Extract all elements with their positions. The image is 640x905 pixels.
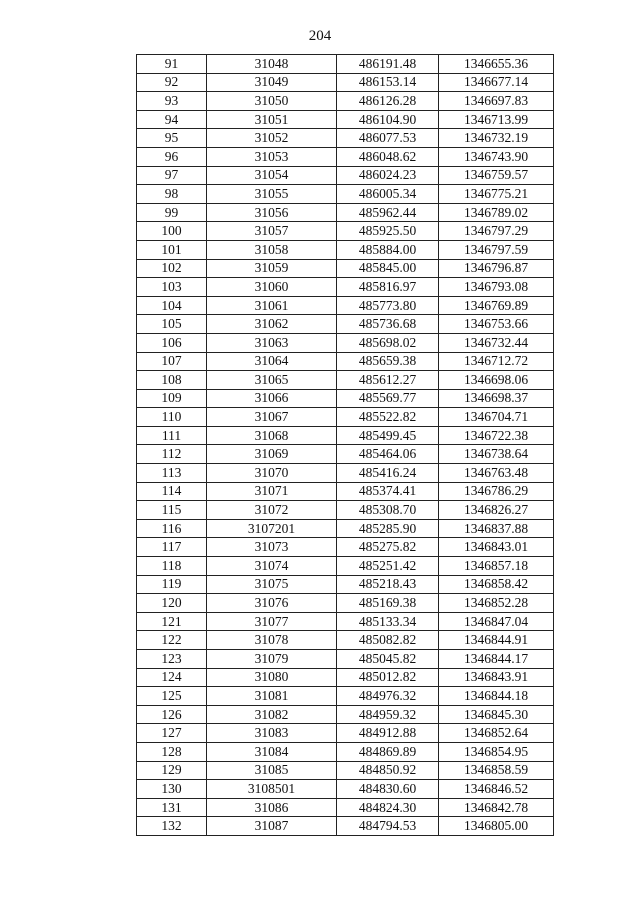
table-row [137,631,554,650]
row-index-cell: 126 [137,705,207,724]
point-id-cell: 31055 [207,185,337,204]
table-row [137,110,554,129]
y-coordinate-cell: 1346732.44 [439,333,554,352]
table-row [137,240,554,259]
table-row [137,445,554,464]
table-row [137,705,554,724]
point-id-cell: 31064 [207,352,337,371]
y-coordinate-cell: 1346852.28 [439,594,554,613]
x-coordinate-cell: 485082.82 [337,631,439,650]
x-coordinate-cell: 485251.42 [337,557,439,576]
y-coordinate-cell: 1346826.27 [439,501,554,520]
row-index-cell: 104 [137,296,207,315]
table-row [137,668,554,687]
y-coordinate-cell: 1346732.19 [439,129,554,148]
x-coordinate-cell: 484830.60 [337,780,439,799]
y-coordinate-cell: 1346697.83 [439,92,554,111]
point-id-cell: 31049 [207,73,337,92]
y-coordinate-cell: 1346769.89 [439,296,554,315]
x-coordinate-cell: 486005.34 [337,185,439,204]
row-index-cell: 132 [137,817,207,836]
point-id-cell: 31076 [207,594,337,613]
x-coordinate-cell: 485133.34 [337,612,439,631]
y-coordinate-cell: 1346698.06 [439,371,554,390]
point-id-cell: 31065 [207,371,337,390]
x-coordinate-cell: 485464.06 [337,445,439,464]
y-coordinate-cell: 1346852.64 [439,724,554,743]
y-coordinate-cell: 1346704.71 [439,408,554,427]
y-coordinate-cell: 1346738.64 [439,445,554,464]
x-coordinate-cell: 484850.92 [337,761,439,780]
table-row [137,780,554,799]
y-coordinate-cell: 1346857.18 [439,557,554,576]
x-coordinate-cell: 485884.00 [337,240,439,259]
x-coordinate-cell: 485698.02 [337,333,439,352]
y-coordinate-cell: 1346712.72 [439,352,554,371]
point-id-cell: 31078 [207,631,337,650]
point-id-cell: 31074 [207,557,337,576]
row-index-cell: 119 [137,575,207,594]
row-index-cell: 121 [137,612,207,631]
y-coordinate-cell: 1346655.36 [439,55,554,74]
table-row [137,594,554,613]
row-index-cell: 98 [137,185,207,204]
table-row [137,278,554,297]
row-index-cell: 118 [137,557,207,576]
table-row [137,575,554,594]
x-coordinate-cell: 485612.27 [337,371,439,390]
table-row [137,92,554,111]
y-coordinate-cell: 1346846.52 [439,780,554,799]
x-coordinate-cell: 485925.50 [337,222,439,241]
row-index-cell: 116 [137,519,207,538]
y-coordinate-cell: 1346786.29 [439,482,554,501]
table-row [137,73,554,92]
row-index-cell: 101 [137,240,207,259]
table-row [137,761,554,780]
x-coordinate-cell: 485285.90 [337,519,439,538]
y-coordinate-cell: 1346789.02 [439,203,554,222]
row-index-cell: 110 [137,408,207,427]
point-id-cell: 31056 [207,203,337,222]
y-coordinate-cell: 1346858.42 [439,575,554,594]
x-coordinate-cell: 485962.44 [337,203,439,222]
table-row [137,519,554,538]
y-coordinate-cell: 1346843.01 [439,538,554,557]
row-index-cell: 128 [137,742,207,761]
y-coordinate-cell: 1346797.29 [439,222,554,241]
x-coordinate-cell: 485499.45 [337,426,439,445]
y-coordinate-cell: 1346698.37 [439,389,554,408]
point-id-cell: 31067 [207,408,337,427]
y-coordinate-cell: 1346843.91 [439,668,554,687]
row-index-cell: 124 [137,668,207,687]
y-coordinate-cell: 1346763.48 [439,464,554,483]
point-id-cell: 31063 [207,333,337,352]
table-row [137,408,554,427]
row-index-cell: 92 [137,73,207,92]
x-coordinate-cell: 485773.80 [337,296,439,315]
table-row [137,185,554,204]
row-index-cell: 105 [137,315,207,334]
point-id-cell: 31059 [207,259,337,278]
row-index-cell: 122 [137,631,207,650]
table-row [137,389,554,408]
row-index-cell: 127 [137,724,207,743]
y-coordinate-cell: 1346793.08 [439,278,554,297]
y-coordinate-cell: 1346743.90 [439,147,554,166]
x-coordinate-cell: 486126.28 [337,92,439,111]
table-row [137,203,554,222]
x-coordinate-cell: 485416.24 [337,464,439,483]
y-coordinate-cell: 1346796.87 [439,259,554,278]
point-id-cell: 3108501 [207,780,337,799]
y-coordinate-cell: 1346805.00 [439,817,554,836]
y-coordinate-cell: 1346837.88 [439,519,554,538]
row-index-cell: 93 [137,92,207,111]
table-row [137,482,554,501]
row-index-cell: 91 [137,55,207,74]
coordinates-table-body [137,55,554,836]
y-coordinate-cell: 1346858.59 [439,761,554,780]
x-coordinate-cell: 484976.32 [337,687,439,706]
row-index-cell: 108 [137,371,207,390]
x-coordinate-cell: 485845.00 [337,259,439,278]
row-index-cell: 125 [137,687,207,706]
point-id-cell: 31061 [207,296,337,315]
x-coordinate-cell: 485736.68 [337,315,439,334]
row-index-cell: 114 [137,482,207,501]
point-id-cell: 31071 [207,482,337,501]
table-row [137,296,554,315]
x-coordinate-cell: 484912.88 [337,724,439,743]
row-index-cell: 94 [137,110,207,129]
table-row [137,612,554,631]
point-id-cell: 31058 [207,240,337,259]
page-number: 204 [308,28,332,44]
point-id-cell: 31054 [207,166,337,185]
y-coordinate-cell: 1346713.99 [439,110,554,129]
row-index-cell: 112 [137,445,207,464]
table-row [137,557,554,576]
table-row [137,352,554,371]
table-row [137,259,554,278]
x-coordinate-cell: 484959.32 [337,705,439,724]
point-id-cell: 31081 [207,687,337,706]
point-id-cell: 31070 [207,464,337,483]
point-id-cell: 31082 [207,705,337,724]
table-row [137,371,554,390]
x-coordinate-cell: 486104.90 [337,110,439,129]
row-index-cell: 102 [137,259,207,278]
point-id-cell: 31072 [207,501,337,520]
point-id-cell: 31052 [207,129,337,148]
x-coordinate-cell: 485569.77 [337,389,439,408]
table-row [137,650,554,669]
row-index-cell: 99 [137,203,207,222]
point-id-cell: 31068 [207,426,337,445]
table-row [137,817,554,836]
x-coordinate-cell: 486024.23 [337,166,439,185]
x-coordinate-cell: 485012.82 [337,668,439,687]
point-id-cell: 31080 [207,668,337,687]
table-row [137,501,554,520]
y-coordinate-cell: 1346775.21 [439,185,554,204]
table-row [137,333,554,352]
y-coordinate-cell: 1346797.59 [439,240,554,259]
point-id-cell: 31075 [207,575,337,594]
row-index-cell: 95 [137,129,207,148]
row-index-cell: 103 [137,278,207,297]
coordinates-table [136,54,554,836]
table-row [137,742,554,761]
row-index-cell: 107 [137,352,207,371]
y-coordinate-cell: 1346854.95 [439,742,554,761]
row-index-cell: 115 [137,501,207,520]
x-coordinate-cell: 485218.43 [337,575,439,594]
point-id-cell: 31077 [207,612,337,631]
y-coordinate-cell: 1346844.18 [439,687,554,706]
row-index-cell: 120 [137,594,207,613]
row-index-cell: 97 [137,166,207,185]
row-index-cell: 109 [137,389,207,408]
y-coordinate-cell: 1346677.14 [439,73,554,92]
point-id-cell: 31051 [207,110,337,129]
row-index-cell: 131 [137,798,207,817]
table-row [137,687,554,706]
point-id-cell: 31086 [207,798,337,817]
table-row [137,166,554,185]
y-coordinate-cell: 1346844.17 [439,650,554,669]
x-coordinate-cell: 485045.82 [337,650,439,669]
x-coordinate-cell: 485169.38 [337,594,439,613]
table-row [137,798,554,817]
x-coordinate-cell: 486048.62 [337,147,439,166]
table-row [137,55,554,74]
table-row [137,464,554,483]
x-coordinate-cell: 484869.89 [337,742,439,761]
point-id-cell: 31085 [207,761,337,780]
table-row [137,538,554,557]
point-id-cell: 31087 [207,817,337,836]
table-row [137,724,554,743]
row-index-cell: 129 [137,761,207,780]
table-row [137,147,554,166]
x-coordinate-cell: 485659.38 [337,352,439,371]
row-index-cell: 96 [137,147,207,166]
x-coordinate-cell: 485522.82 [337,408,439,427]
x-coordinate-cell: 486191.48 [337,55,439,74]
y-coordinate-cell: 1346847.04 [439,612,554,631]
y-coordinate-cell: 1346844.91 [439,631,554,650]
y-coordinate-cell: 1346845.30 [439,705,554,724]
point-id-cell: 31057 [207,222,337,241]
point-id-cell: 31084 [207,742,337,761]
x-coordinate-cell: 484794.53 [337,817,439,836]
row-index-cell: 117 [137,538,207,557]
point-id-cell: 31053 [207,147,337,166]
point-id-cell: 31066 [207,389,337,408]
point-id-cell: 31069 [207,445,337,464]
point-id-cell: 31079 [207,650,337,669]
x-coordinate-cell: 486153.14 [337,73,439,92]
row-index-cell: 130 [137,780,207,799]
y-coordinate-cell: 1346753.66 [439,315,554,334]
x-coordinate-cell: 485308.70 [337,501,439,520]
table-row [137,222,554,241]
y-coordinate-cell: 1346842.78 [439,798,554,817]
row-index-cell: 100 [137,222,207,241]
y-coordinate-cell: 1346759.57 [439,166,554,185]
point-id-cell: 31048 [207,55,337,74]
x-coordinate-cell: 484824.30 [337,798,439,817]
point-id-cell: 31060 [207,278,337,297]
point-id-cell: 3107201 [207,519,337,538]
point-id-cell: 31062 [207,315,337,334]
row-index-cell: 123 [137,650,207,669]
table-row [137,426,554,445]
table-row [137,129,554,148]
x-coordinate-cell: 486077.53 [337,129,439,148]
point-id-cell: 31073 [207,538,337,557]
row-index-cell: 111 [137,426,207,445]
x-coordinate-cell: 485816.97 [337,278,439,297]
row-index-cell: 113 [137,464,207,483]
point-id-cell: 31050 [207,92,337,111]
point-id-cell: 31083 [207,724,337,743]
x-coordinate-cell: 485275.82 [337,538,439,557]
x-coordinate-cell: 485374.41 [337,482,439,501]
table-row [137,315,554,334]
y-coordinate-cell: 1346722.38 [439,426,554,445]
row-index-cell: 106 [137,333,207,352]
